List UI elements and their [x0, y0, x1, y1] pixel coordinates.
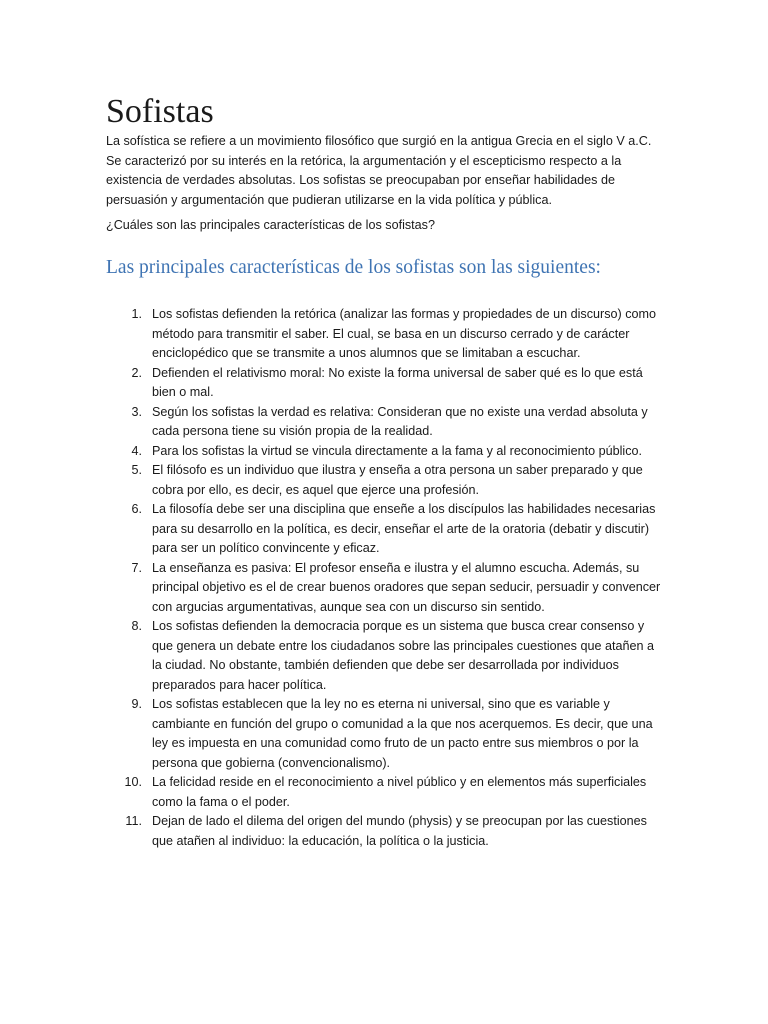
list-item-text: La felicidad reside en el reconocimiento a nivel público y en elementos más superficiales como la fama o el poder. [152, 775, 647, 809]
section-heading: Las principales características de los sofistas son las siguientes: [106, 257, 601, 278]
list-item [106, 305, 666, 364]
list-item-number: 9. [131, 697, 142, 711]
list-item-text: Dejan de lado el dilema del origen del mundo (physis) y se preocupan por las cuestiones que atañen al individuo: la educación, la política o la justicia. [152, 814, 647, 848]
list-item-text: Para los sofistas la virtud se vincula directamente a la fama y al reconocimiento público. [152, 443, 642, 458]
list-item [106, 461, 666, 500]
question-paragraph: ¿Cuáles son las principales características de los sofistas? [106, 218, 435, 232]
list-item [106, 695, 666, 773]
list-item [106, 403, 666, 442]
list-item [106, 773, 666, 812]
list-item-text: La enseñanza es pasiva: El profesor enseña e ilustra y el alumno escucha. Además, su principal objetivo es el de crear buenos oradores que sepan seducir, persuadir y convencer con argucias argumentativas, aunque sea con un discurso sin sentido. [152, 560, 661, 614]
list-item-number: 4. [131, 443, 142, 458]
list-item [106, 364, 666, 403]
list-item [106, 617, 666, 695]
list-item-number: 3. [131, 404, 142, 419]
list-item [106, 812, 666, 851]
list-item [106, 559, 666, 618]
document-title: Sofistas [106, 93, 214, 130]
list-item [106, 442, 666, 462]
list-item-text: Los sofistas establecen que la ley no es eterna ni universal, sino que es variable y cambiante en función del grupo o comunidad a la que nos acerquemos. Es decir, que una ley es impuesta en una comunidad como fruto de un pacto entre sus miembros o por la persona que gobierna (convencionalismo). [152, 697, 653, 770]
list-item-number: 11. [125, 814, 142, 828]
list-item-number: 1. [131, 307, 142, 321]
list-item-text: Según los sofistas la verdad es relativa: Consideran que no existe una verdad absoluta y cada persona tiene su visión propia de la realidad. [152, 404, 648, 438]
list-item-text: El filósofo es un individuo que ilustra y enseña a otra persona un saber preparado y que cobra por ello, es decir, es aquel que ejerce una profesión. [152, 463, 643, 497]
list-item [106, 500, 666, 559]
list-item-text: Defienden el relativismo moral: No existe la forma universal de saber qué es lo que está bien o mal. [152, 365, 643, 399]
list-item-text: Los sofistas defienden la retórica (analizar las formas y propiedades de un discurso) como método para transmitir el saber. El cual, se basa en un discurso cerrado y de carácter enciclopédico que se transmite a unos alumnos que se limitaban a escuchar. [152, 307, 657, 360]
list-item-number: 7. [131, 560, 142, 575]
intro-paragraph: La sofística se refiere a un movimiento filosófico que surgió en la antigua Grecia en el siglo V a.C. Se caracterizó por su interés en la retórica, la argumentación y el escepticismo respecto a la existencia de verdades absolutas. Los sofistas se preocupaban por enseñar habilidades de persuasión y argumentación que pudieran utilizarse en la vida política y pública. [106, 134, 652, 207]
characteristics-list [106, 305, 666, 851]
list-item-number: 8. [131, 619, 142, 633]
list-item-text: La filosofía debe ser una disciplina que enseñe a los discípulos las habilidades necesarias para su desarrollo en la política, es decir, enseñar el arte de la oratoria (debatir y discutir) para ser un político convincente y eficaz. [152, 502, 656, 555]
list-item-text: Los sofistas defienden la democracia porque es un sistema que busca crear consenso y que genera un debate entre los ciudadanos sobre las principales cuestiones que atañen a la ciudad. No obstante, también defienden que debe ser desarrollada por individuos preparados para hacer política. [152, 619, 655, 692]
list-item-number: 10. [124, 775, 142, 789]
list-item-number: 2. [131, 365, 142, 380]
list-item-number: 5. [131, 463, 142, 477]
list-item-number: 6. [131, 502, 142, 516]
